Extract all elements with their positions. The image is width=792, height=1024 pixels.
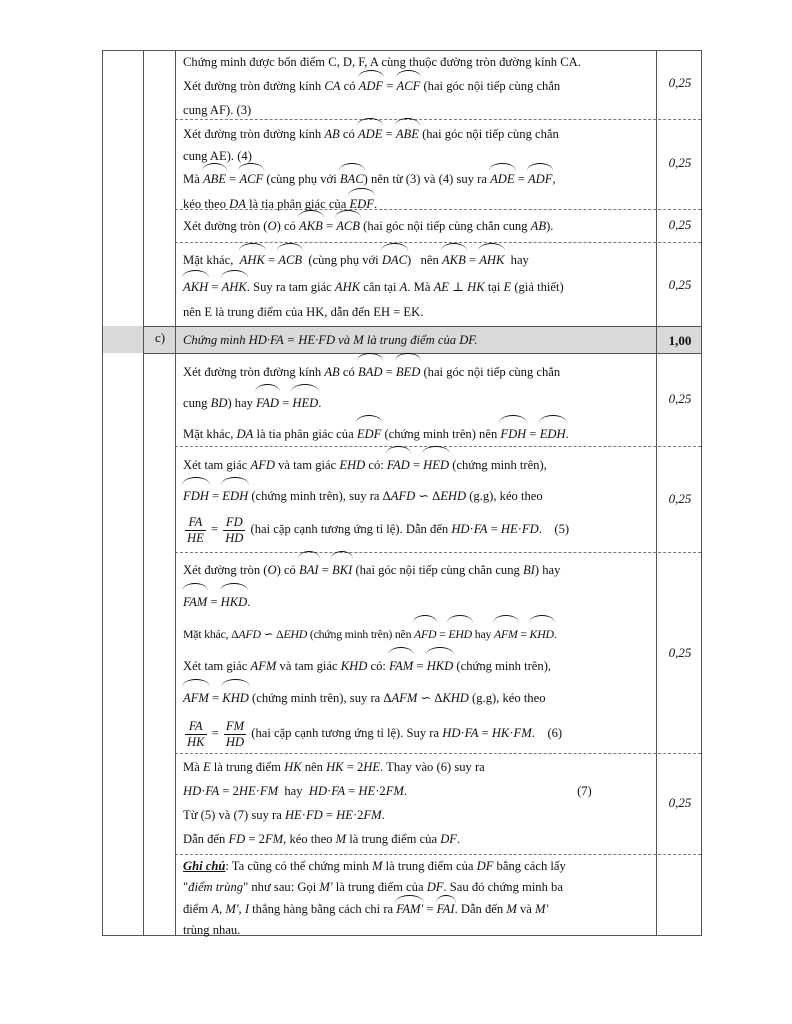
score-row-7: 0,25 (668, 645, 692, 660)
score-row-2: 0,25 (668, 155, 692, 170)
proof-line: Từ (5) và (7) suy ra HE·FD = HE·2FM. (183, 808, 385, 822)
proof-line: Mặt khác, ΔAFD ∽ ΔEHD (chứng minh trên) nên AFD = EHD hay AFM = KHD. (183, 618, 650, 650)
proof-row-4 (183, 246, 650, 324)
proof-line: Ghi chú: Ta cũng có thể chứng minh M là trung điểm của DF bằng cách lấy (183, 859, 566, 873)
proof-line: FDH = EDH (chứng minh trên), suy ra ΔAFD ∽ ΔEHD (g.g), kéo theo (183, 480, 650, 511)
score-row-1: 0,25 (668, 75, 692, 90)
note-row (183, 856, 650, 941)
proof-line: trùng nhau. (183, 923, 241, 937)
proof-line: Xét tam giác AFM và tam giác KHD có: FAM = HKD (chứng minh trên), (183, 650, 650, 682)
proof-row-3 (183, 213, 650, 238)
proof-line: FAM = HKD. (183, 586, 650, 618)
proof-line: Dẫn đến FD = 2FM, kéo theo M là trung điểm của DF. (183, 832, 461, 846)
score-row-5: 0,25 (668, 391, 692, 406)
proof-line: Xét đường tròn đường kính CA có ADF = ACF (hai góc nội tiếp cùng chắn (183, 73, 650, 98)
proof-line: Xét đường tròn đường kính AB có ADE = ABE (hai góc nội tiếp cùng chắn (183, 121, 650, 146)
proof-row-2 (183, 121, 650, 216)
proof-line: AKH = AHK. Suy ra tam giác AHK cân tại A. Mà AE ⊥ HK tại E (giả thiết) (183, 273, 650, 300)
proof-line: điểm A, M', I thẳng hàng bằng cách chỉ ra FAM' = FAI. Dẫn đến M và M' (183, 898, 650, 920)
proof-line: Chứng minh được bốn điểm C, D, F, A cùng thuộc đường tròn đường kính CA. (183, 55, 581, 69)
section-label: c) (154, 330, 166, 345)
proof-line: Xét đường tròn (O) có BAI = BKI (hai góc nội tiếp cùng chắn cung BI) hay (183, 554, 650, 586)
proof-line: $\frac{FA}{HK}$ = $\frac{FM}{HD}$ (hai cặp cạnh tương ứng tỉ lệ). Suy ra HD·FA = HK·FM. (6) (187, 718, 563, 749)
score-row-3: 0,25 (668, 217, 692, 232)
proof-line: Xét đường tròn đường kính AB có BAD = BED (hai góc nội tiếp cùng chắn (183, 356, 650, 387)
proof-line: Xét đường tròn (O) có AKB = ACB (hai góc nội tiếp cùng chắn cung AB). (183, 213, 650, 238)
proof-row-8 (183, 755, 650, 851)
proof-line: cung AE). (4) (183, 149, 252, 163)
proof-line: $\frac{FA}{HE}$ = $\frac{FD}{HD}$ (hai cặp cạnh tương ứng tỉ lệ). Dẫn đến HD·FA = HE·FD. (5) (187, 514, 570, 545)
proof-line: Mặt khác, AHK = ACB (cùng phụ với DAC) nên AKB = AHK hay (183, 246, 650, 273)
proof-line: HD·FA = 2HE·FM hay HD·FA = HE·2FM. (7) (183, 784, 592, 798)
score-row-4: 0,25 (668, 277, 692, 292)
proof-line: Mặt khác, DA là tia phân giác của EDF (chứng minh trên) nên FDH = EDH. (183, 418, 650, 449)
proof-line: nên E là trung điểm của HK, dẫn đến EH = EK. (183, 305, 424, 319)
answer-key-table (102, 50, 702, 936)
proof-line: Xét tam giác AFD và tam giác EHD có: FAD = HED (chứng minh trên), (183, 449, 650, 480)
proof-line: Mà ABE = ACF (cùng phụ với BAC) nên từ (3) và (4) suy ra ADE = ADF, (183, 166, 650, 191)
proof-line: cung BD) hay FAD = HED. (183, 387, 650, 418)
proof-line: cung AF). (3) (183, 103, 252, 117)
score-part-c: 1,00 (668, 333, 692, 348)
part-c-heading: Chứng minh HD·FA = HE·FD và M là trung điểm của DF. (183, 333, 478, 347)
proof-row-1 (183, 51, 650, 122)
proof-row-6 (183, 449, 650, 547)
proof-line: "điểm trùng" như sau: Gọi M' là trung điểm của DF. Sau đó chứng minh ba (183, 880, 563, 894)
proof-row-5 (183, 356, 650, 449)
proof-line: AFM = KHD (chứng minh trên), suy ra ΔAFM ∽ ΔKHD (g.g), kéo theo (183, 682, 650, 714)
proof-row-7 (183, 554, 650, 752)
score-row-6: 0,25 (668, 491, 692, 506)
score-row-8: 0,25 (668, 795, 692, 810)
proof-line: Mà E là trung điểm HK nên HK = 2HE. Thay vào (6) suy ra (183, 760, 485, 774)
proof-line: kéo theo DA là tia phân giác của EDF. (183, 191, 650, 216)
